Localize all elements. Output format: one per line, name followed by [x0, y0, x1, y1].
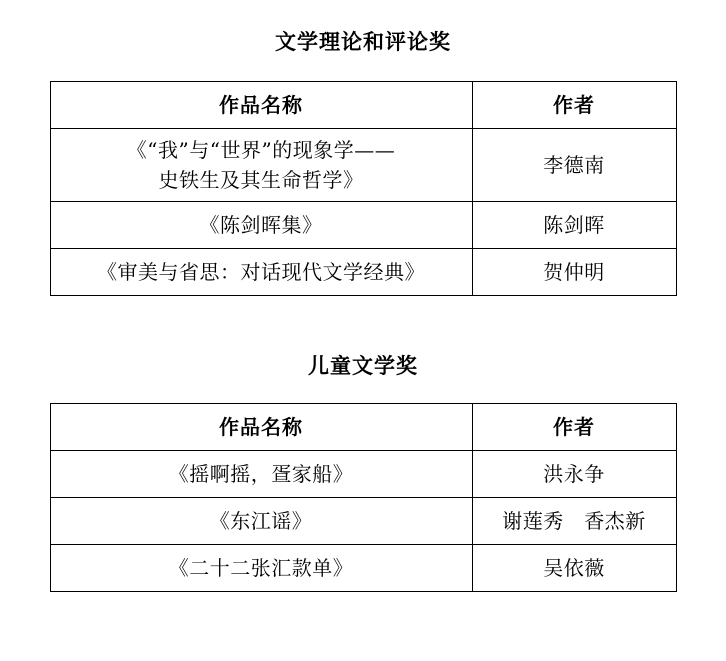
table-row — [50, 202, 676, 249]
cell-work-title: 《审美与省思：对话现代文学经典》 — [50, 249, 472, 296]
cell-author: 谢莲秀 香杰新 — [472, 498, 676, 545]
award-section-literary-theory — [0, 0, 726, 296]
column-header-work-title: 作品名称 — [50, 404, 472, 451]
award-section-childrens-literature — [0, 330, 726, 592]
cell-work-title: 《二十二张汇款单》 — [50, 545, 472, 592]
work-title-line-1: 《“我”与“世界”的现象学—— — [126, 138, 396, 162]
cell-work-title: 《摇啊摇，疍家船》 — [50, 451, 472, 498]
section-title: 文学理论和评论奖 — [275, 30, 451, 54]
cell-author: 贺仲明 — [472, 249, 676, 296]
table-row — [50, 545, 676, 592]
cell-author: 洪永争 — [472, 451, 676, 498]
table-row — [50, 451, 676, 498]
section-spacer — [0, 296, 726, 330]
cell-work-title: 《东江谣》 — [50, 498, 472, 545]
table-header-row — [50, 82, 676, 129]
cell-author: 吴依薇 — [472, 545, 676, 592]
column-header-author: 作者 — [472, 82, 676, 129]
cell-work-title: 《陈剑晖集》 — [50, 202, 472, 249]
cell-author: 李德南 — [472, 129, 676, 202]
table-header-row — [50, 404, 676, 451]
table-row — [50, 129, 676, 202]
table-row — [50, 249, 676, 296]
work-title-line-2: 史铁生及其生命哲学》 — [158, 168, 364, 192]
cell-author: 陈剑晖 — [472, 202, 676, 249]
section-title: 儿童文学奖 — [308, 354, 418, 378]
column-header-work-title: 作品名称 — [50, 82, 472, 129]
award-table — [50, 81, 677, 296]
cell-work-title — [50, 129, 472, 202]
column-header-author: 作者 — [472, 404, 676, 451]
table-row — [50, 498, 676, 545]
award-table — [50, 403, 677, 592]
